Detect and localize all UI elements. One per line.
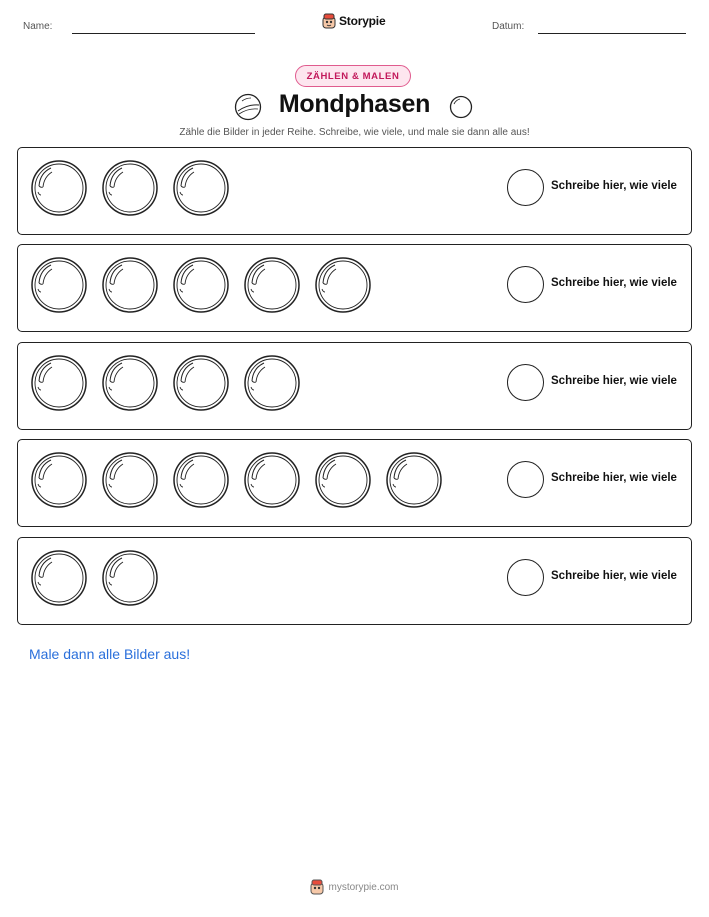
moon-icon[interactable]	[172, 451, 230, 509]
answer-label: Schreibe hier, wie viele	[551, 277, 677, 289]
instruction-text: Zähle die Bilder in jeder Reihe. Schreibe, wie viele, und male sie dann alle aus!	[179, 127, 530, 138]
answer-circle[interactable]	[507, 266, 544, 303]
moon-icon[interactable]	[172, 256, 230, 314]
moon-icon[interactable]	[172, 159, 230, 217]
storypie-logo-icon	[322, 13, 336, 29]
moon-icon[interactable]	[30, 256, 88, 314]
footer-site: mystorypie.com	[328, 881, 399, 893]
moon-icon[interactable]	[101, 159, 159, 217]
moon-icon[interactable]	[101, 354, 159, 412]
counting-row	[17, 439, 692, 527]
answer-label: Schreibe hier, wie viele	[551, 180, 677, 192]
moon-icon	[449, 95, 473, 119]
brand	[322, 13, 385, 29]
footer	[0, 879, 709, 895]
answer-circle[interactable]	[507, 461, 544, 498]
moon-icon[interactable]	[243, 256, 301, 314]
storypie-logo-icon	[310, 879, 324, 895]
category-badge: ZÄHLEN & MALEN	[295, 65, 411, 87]
counting-row	[17, 147, 692, 235]
moon-icon[interactable]	[30, 354, 88, 412]
date-label: Datum:	[492, 21, 525, 32]
counting-row	[17, 342, 692, 430]
answer-label: Schreibe hier, wie viele	[551, 472, 677, 484]
answer-label: Schreibe hier, wie viele	[551, 570, 677, 582]
answer-label: Schreibe hier, wie viele	[551, 375, 677, 387]
date-field[interactable]	[538, 33, 686, 34]
moon-icon[interactable]	[30, 451, 88, 509]
counting-row	[17, 537, 692, 625]
moon-icon[interactable]	[101, 256, 159, 314]
moon-icon[interactable]	[314, 256, 372, 314]
moon-icon[interactable]	[385, 451, 443, 509]
moon-icon[interactable]	[172, 354, 230, 412]
moon-icon[interactable]	[243, 354, 301, 412]
moon-icon[interactable]	[101, 451, 159, 509]
answer-circle[interactable]	[507, 559, 544, 596]
name-field[interactable]	[72, 33, 255, 34]
brand-name: Storypie	[339, 14, 386, 28]
page-title: Mondphasen	[278, 90, 431, 118]
answer-circle[interactable]	[507, 169, 544, 206]
name-label: Name:	[23, 21, 53, 32]
moon-icon[interactable]	[30, 159, 88, 217]
moon-icon[interactable]	[243, 451, 301, 509]
counting-row	[17, 244, 692, 332]
moon-icon[interactable]	[30, 549, 88, 607]
footer-note: Male dann alle Bilder aus!	[29, 646, 191, 662]
moon-icon[interactable]	[314, 451, 372, 509]
moon-icon[interactable]	[101, 549, 159, 607]
answer-circle[interactable]	[507, 364, 544, 401]
